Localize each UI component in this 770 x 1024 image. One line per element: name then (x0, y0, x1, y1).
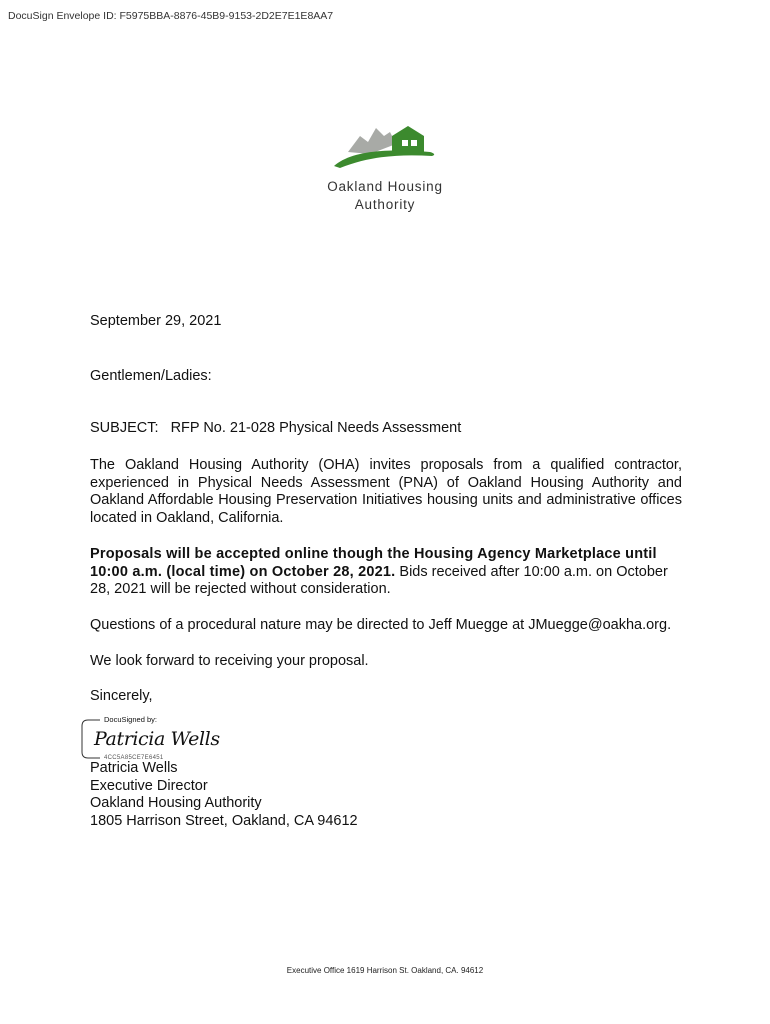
org-name-line2: Authority (354, 197, 416, 212)
paragraph-closing-line: We look forward to receiving your proposal. (90, 653, 369, 669)
signature-code: 4CC5A85CE7E6451 (104, 755, 164, 761)
signer-name: Patricia Wells (90, 760, 178, 776)
letter-salutation: Gentlemen/Ladies: (90, 368, 212, 384)
handwritten-signature: Patricia Wells (94, 728, 220, 750)
signer-address: 1805 Harrison Street, Oakland, CA 94612 (90, 812, 358, 829)
envelope-id: DocuSign Envelope ID: F5975BBA-8876-45B9-9153-2D2E7E1E8AA7 (8, 10, 334, 22)
org-name (0, 178, 770, 214)
letter-date: September 29, 2021 (90, 313, 222, 329)
signer-block (90, 760, 358, 830)
logo-swoosh (334, 151, 434, 168)
paragraph-questions: Questions of a procedural nature may be directed to Jeff Muegge at JMuegge@oakha.org. (90, 617, 672, 633)
signer-title: Executive Director (90, 777, 208, 794)
deadline-bold-text: Proposals will be accepted online though the Housing Agency Marketplace until 10:00 a.m. (local time) on October 28, 2021. (90, 546, 657, 580)
deadline-rest-text: Bids received after 10:00 a.m. on October 28, 2021 will be rejected without consideration. (90, 563, 668, 597)
org-name-line1: Oakland Housing (327, 179, 443, 194)
footer-address: Executive Office 1619 Harrison St. Oakland, CA. 94612 (286, 966, 484, 975)
paragraph-invitation: The Oakland Housing Authority (OHA) invites proposals from a qualified contractor, experienced in Physical Needs Assessment (PNA) of Oakland Housing Authority and Oakland Affordable Housing Preservation Initiatives housing units and administrative offices located in Oakland, California. (90, 457, 682, 526)
letter-subject: SUBJECT: RFP No. 21-028 Physical Needs Assessment (90, 420, 462, 436)
docusign-label: DocuSigned by: (104, 715, 157, 724)
oha-logo-icon (330, 122, 440, 172)
logo-hills (348, 128, 396, 154)
signer-org: Oakland Housing Authority (90, 795, 262, 811)
paragraph-deadline (90, 546, 682, 599)
logo-house (392, 126, 424, 152)
letter-closing: Sincerely, (90, 688, 153, 704)
